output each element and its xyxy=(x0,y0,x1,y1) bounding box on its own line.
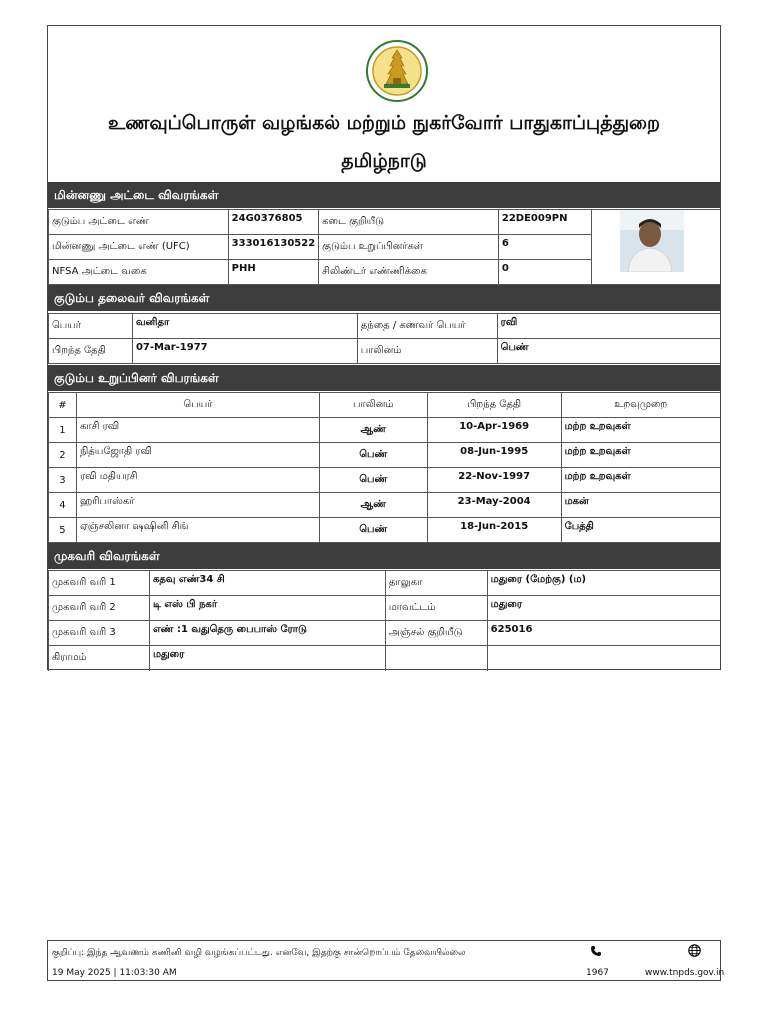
table-row xyxy=(49,493,721,518)
field-label: அஞ்சல் குறியீடு xyxy=(385,621,487,646)
field-label: முகவரி வரி 3 xyxy=(49,621,150,646)
globe-icon xyxy=(688,944,701,957)
table-row xyxy=(49,596,721,621)
member-gender: பெண் xyxy=(319,518,427,543)
table-row xyxy=(49,468,721,493)
member-gender: பெண் xyxy=(319,443,427,468)
member-dob: 10-Apr-1969 xyxy=(427,418,561,443)
field-value: 07-Mar-1977 xyxy=(132,339,357,364)
field-value: மதுரை xyxy=(149,646,385,671)
member-name: ஹரிபாஸ்கர் xyxy=(76,493,319,518)
ration-card-document xyxy=(47,25,721,670)
member-dob: 08-Jun-1995 xyxy=(427,443,561,468)
field-value: 22DE009PN xyxy=(498,210,591,235)
member-number: 4 xyxy=(49,493,77,518)
field-label: பெயர் xyxy=(49,314,133,339)
field-label: முகவரி வரி 2 xyxy=(49,596,150,621)
table-row xyxy=(49,314,721,339)
address-table xyxy=(48,570,720,671)
document-footer xyxy=(47,940,725,981)
address-heading: முகவரி விவரங்கள் xyxy=(48,543,720,569)
member-relation: பேத்தி xyxy=(561,518,720,543)
member-number: 2 xyxy=(49,443,77,468)
field-value: 6 xyxy=(498,235,591,260)
field-value: வனிதா xyxy=(132,314,357,339)
field-label xyxy=(385,646,487,671)
field-label: குடும்ப உறுப்பினர்கள் xyxy=(319,235,499,260)
field-value: டி எஸ் பி நகர் xyxy=(149,596,385,621)
member-name: ரவி மதியரசி xyxy=(76,468,319,493)
field-value: 625016 xyxy=(487,621,720,646)
field-value: 24G0376805 xyxy=(228,210,319,235)
helpline-number: 1967 xyxy=(586,968,609,978)
member-relation: மகன் xyxy=(561,493,720,518)
table-row xyxy=(49,646,721,671)
table-header-row xyxy=(49,393,721,418)
field-value: 0 xyxy=(498,260,591,285)
website-link[interactable]: www.tnpds.gov.in xyxy=(645,968,725,978)
field-label: தாலுகா xyxy=(385,571,487,596)
field-value xyxy=(487,646,720,671)
field-label: மாவட்டம் xyxy=(385,596,487,621)
field-value: ரவி xyxy=(497,314,720,339)
member-gender: ஆண் xyxy=(319,493,427,518)
table-row xyxy=(49,571,721,596)
phone-icon xyxy=(590,945,602,957)
member-relation: மற்ற உறவுகள் xyxy=(561,468,720,493)
member-gender: பெண் xyxy=(319,468,427,493)
field-label: முகவரி வரி 1 xyxy=(49,571,150,596)
field-label: தந்தை / கணவர் பெயர் xyxy=(357,314,497,339)
table-row xyxy=(49,443,721,468)
family-members-heading: குடும்ப உறுப்பினர் விபரங்கள் xyxy=(48,365,720,391)
member-gender: ஆண் xyxy=(319,418,427,443)
field-value: 333016130522 xyxy=(228,235,319,260)
column-header: பெயர் xyxy=(76,393,319,418)
generated-datetime: 19 May 2025 | 11:03:30 AM xyxy=(52,968,177,978)
member-dob: 18-Jun-2015 xyxy=(427,518,561,543)
table-row xyxy=(49,621,721,646)
family-head-heading: குடும்ப தலைவர் விவரங்கள் xyxy=(48,285,720,311)
column-header: உறவுமுறை xyxy=(561,393,720,418)
tamil-nadu-emblem-icon xyxy=(366,40,428,102)
field-label: NFSA அட்டை வகை xyxy=(49,260,229,285)
family-members-table xyxy=(48,392,720,543)
column-header: பிறந்த தேதி xyxy=(427,393,561,418)
table-row xyxy=(49,339,721,364)
head-photo xyxy=(620,210,684,272)
field-label: சிலிண்டர் எண்ணிக்கை xyxy=(319,260,499,285)
member-relation: மற்ற உறவுகள் xyxy=(561,443,720,468)
field-value: மதுரை (மேற்கு) (ம) xyxy=(487,571,720,596)
field-label: பிறந்த தேதி xyxy=(49,339,133,364)
card-details-heading: மின்னணு அட்டை விவரங்கள் xyxy=(48,182,720,208)
member-number: 1 xyxy=(49,418,77,443)
member-name: நித்யஜோதி ரவி xyxy=(76,443,319,468)
table-row xyxy=(49,518,721,543)
footer-note: குறிப்பு: இந்த ஆவணம் கணினி வழி வழங்கப்பட்டது. எனவே, இதற்கு சான்றொப்பம் தேவையில்லை xyxy=(52,948,466,958)
field-value: எண் :1 வதுதெரு பைபாஸ் ரோடு xyxy=(149,621,385,646)
field-value: PHH xyxy=(228,260,319,285)
field-value: பெண் xyxy=(497,339,720,364)
field-label: கடை குறியீடு xyxy=(319,210,499,235)
field-label: குடும்ப அட்டை எண் xyxy=(49,210,229,235)
field-label: கிராமம் xyxy=(49,646,150,671)
family-head-table xyxy=(48,313,720,364)
member-number: 5 xyxy=(49,518,77,543)
table-row xyxy=(49,418,721,443)
field-value: கதவு எண்34 சி xyxy=(149,571,385,596)
member-name: காசி ரவி xyxy=(76,418,319,443)
member-relation: மற்ற உறவுகள் xyxy=(561,418,720,443)
member-dob: 23-May-2004 xyxy=(427,493,561,518)
column-header: பாலினம் xyxy=(319,393,427,418)
field-label: மின்னணு அட்டை எண் (UFC) xyxy=(49,235,229,260)
member-name: ஏஞ்சலினா ஷஷினி சிங் xyxy=(76,518,319,543)
state-title: தமிழ்நாடு xyxy=(341,150,427,172)
column-header: # xyxy=(49,393,77,418)
department-title: உணவுப்பொருள் வழங்கல் மற்றும் நுகர்வோர் பாதுகாப்புத்துறை xyxy=(108,112,660,134)
member-dob: 22-Nov-1997 xyxy=(427,468,561,493)
field-label: பாலினம் xyxy=(357,339,497,364)
field-value: மதுரை xyxy=(487,596,720,621)
member-number: 3 xyxy=(49,468,77,493)
